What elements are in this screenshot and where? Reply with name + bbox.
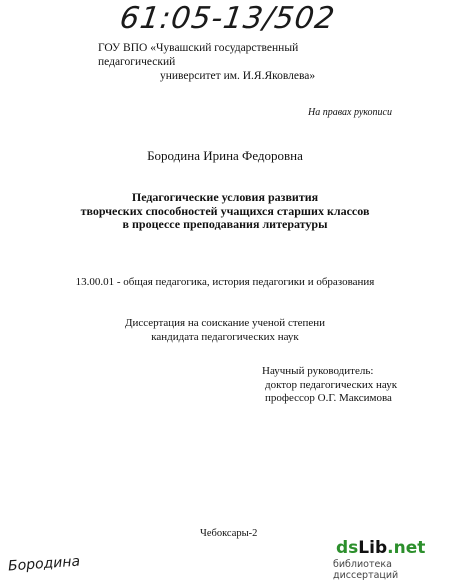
supervisor-block xyxy=(262,365,397,406)
logo-net: .net xyxy=(387,538,426,558)
organization-line-1: ГОУ ВПО «Чувашский государственный педагогический xyxy=(98,42,299,68)
supervisor-name: профессор О.Г. Максимова xyxy=(265,392,392,404)
city-year: Чебоксары-2 xyxy=(200,528,258,539)
degree-line-2: кандидата педагогических наук xyxy=(151,331,299,343)
catalog-number-stamp: 61:05-13/502 xyxy=(117,1,338,36)
logo-ds: ds xyxy=(336,538,359,558)
logo-lib: Lib xyxy=(358,538,388,558)
degree-statement xyxy=(0,316,450,344)
title-line-3: в процессе преподавания литературы xyxy=(122,217,328,231)
title-line-2: творческих способностей учащихся старших классов xyxy=(80,203,370,218)
dslib-logo[interactable] xyxy=(336,538,425,558)
handwritten-signature: Бородина xyxy=(7,553,81,575)
dissertation-title xyxy=(0,191,450,232)
watermark-subtitle: библиотека диссертаций xyxy=(333,559,399,581)
organization-header xyxy=(98,41,378,83)
organization-line-2: университет им. И.Я.Яковлева» xyxy=(160,70,316,82)
degree-line-1: Диссертация на соискание ученой степени xyxy=(124,317,326,329)
supervisor-label: Научный руководитель: xyxy=(262,365,374,377)
specialty-code: 13.00.01 - общая педагогика, история педагогики и образования xyxy=(75,276,375,288)
manuscript-rights-note: На правах рукописи xyxy=(308,107,392,118)
author-name: Бородина Ирина Федоровна xyxy=(147,148,303,163)
supervisor-degree: доктор педагогических наук xyxy=(265,378,398,391)
title-line-1: Педагогические условия развития xyxy=(131,190,319,204)
